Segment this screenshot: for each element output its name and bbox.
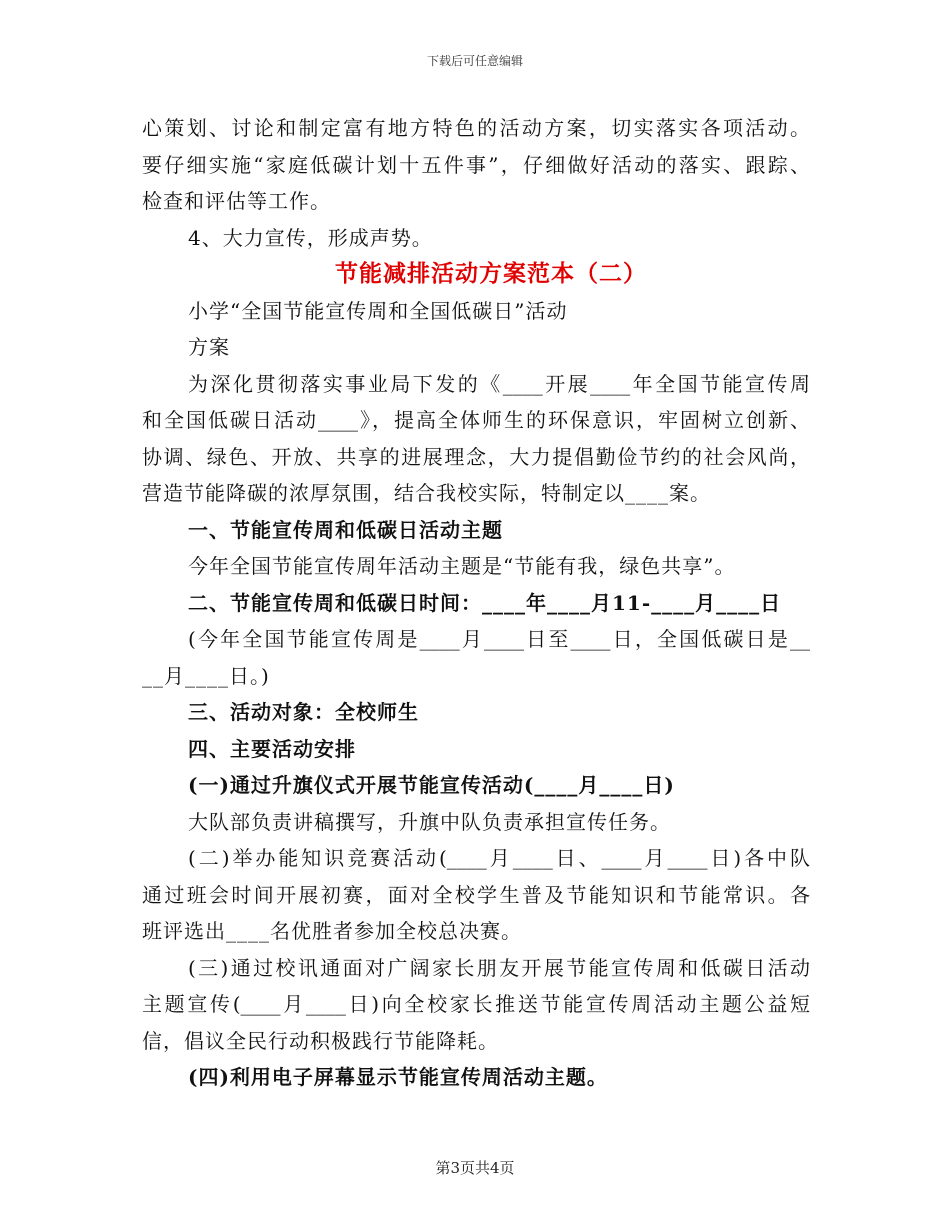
- subtitle-line: 方案: [188, 335, 230, 359]
- paragraph-line: 今年全国节能宣传周年活动主题是“节能有我，绿色共享”。: [188, 554, 736, 578]
- paragraph-line: 心策划、讨论和制定富有地方特色的活动方案，切实落实各项活动。: [142, 116, 810, 140]
- heading-3: 三、活动对象：全校师生: [188, 700, 419, 724]
- paragraph-line: (三)通过校讯通面对广阔家长朋友开展节能宣传周和低碳日活动: [188, 955, 810, 980]
- paragraph-line: 和全国低碳日活动____》，提高全体师生的环保意识，牢固树立创新、: [142, 408, 810, 432]
- heading-4: 四、主要活动安排: [188, 736, 356, 761]
- paragraph-line: 班评选出____名优胜者参加全校总决赛。: [142, 919, 522, 943]
- heading-1: 一、节能宣传周和低碳日活动主题: [188, 517, 503, 542]
- document-body: [142, 110, 810, 1096]
- page-header-note: 下载后可任意编辑: [426, 54, 523, 68]
- paragraph-line: 通过班会时间开展初赛，面对全校学生普及节能知识和节能常识。各: [142, 882, 810, 907]
- paragraph-line: 主题宣传(____月____日)向全校家长推送节能宣传周活动主题公益短: [142, 992, 810, 1016]
- subheading-1: (一)通过升旗仪式开展节能宣传活动(____月____日): [188, 773, 675, 797]
- paragraph-line: (今年全国节能宣传周是____月____日至____日，全国低碳日是__: [188, 627, 810, 651]
- heading-2: 二、节能宣传周和低碳日时间：____年____月11-____月____日: [188, 590, 782, 615]
- subheading-4: (四)利用电子屏幕显示节能宣传周活动主题。: [188, 1065, 608, 1089]
- paragraph-line: 要仔细实施“家庭低碳计划十五件事”，仔细做好活动的落实、跟踪、: [142, 152, 810, 177]
- list-item-4: 4、大力宣传，形成声势。: [188, 225, 433, 250]
- paragraph-line: 大队部负责讲稿撰写，升旗中队负责承担宣传任务。: [188, 809, 671, 834]
- paragraph-line: 营造节能降碳的浓厚氛围，结合我校实际，特制定以____案。: [142, 481, 711, 505]
- page-footer: 第3页共4页: [435, 1159, 515, 1177]
- paragraph-line: 为深化贯彻落实事业局下发的《____开展____年全国节能宣传周: [188, 371, 810, 396]
- paragraph-line: (二)举办能知识竞赛活动(____月____日、____月____日)各中队: [188, 846, 810, 870]
- paragraph-line: 检查和评估等工作。: [142, 189, 331, 213]
- paragraph-line: __月____日。): [142, 663, 270, 688]
- paragraph-line: 协调、绿色、开放、共享的进展理念，大力提倡勤俭节约的社会风尚，: [142, 444, 810, 469]
- section-title: 节能减排活动方案范本（二）: [335, 260, 647, 287]
- subtitle-line: 小学“全国节能宣传周和全国低碳日”活动: [188, 298, 568, 323]
- paragraph-line: 信，倡议全民行动积极践行节能降耗。: [142, 1028, 499, 1053]
